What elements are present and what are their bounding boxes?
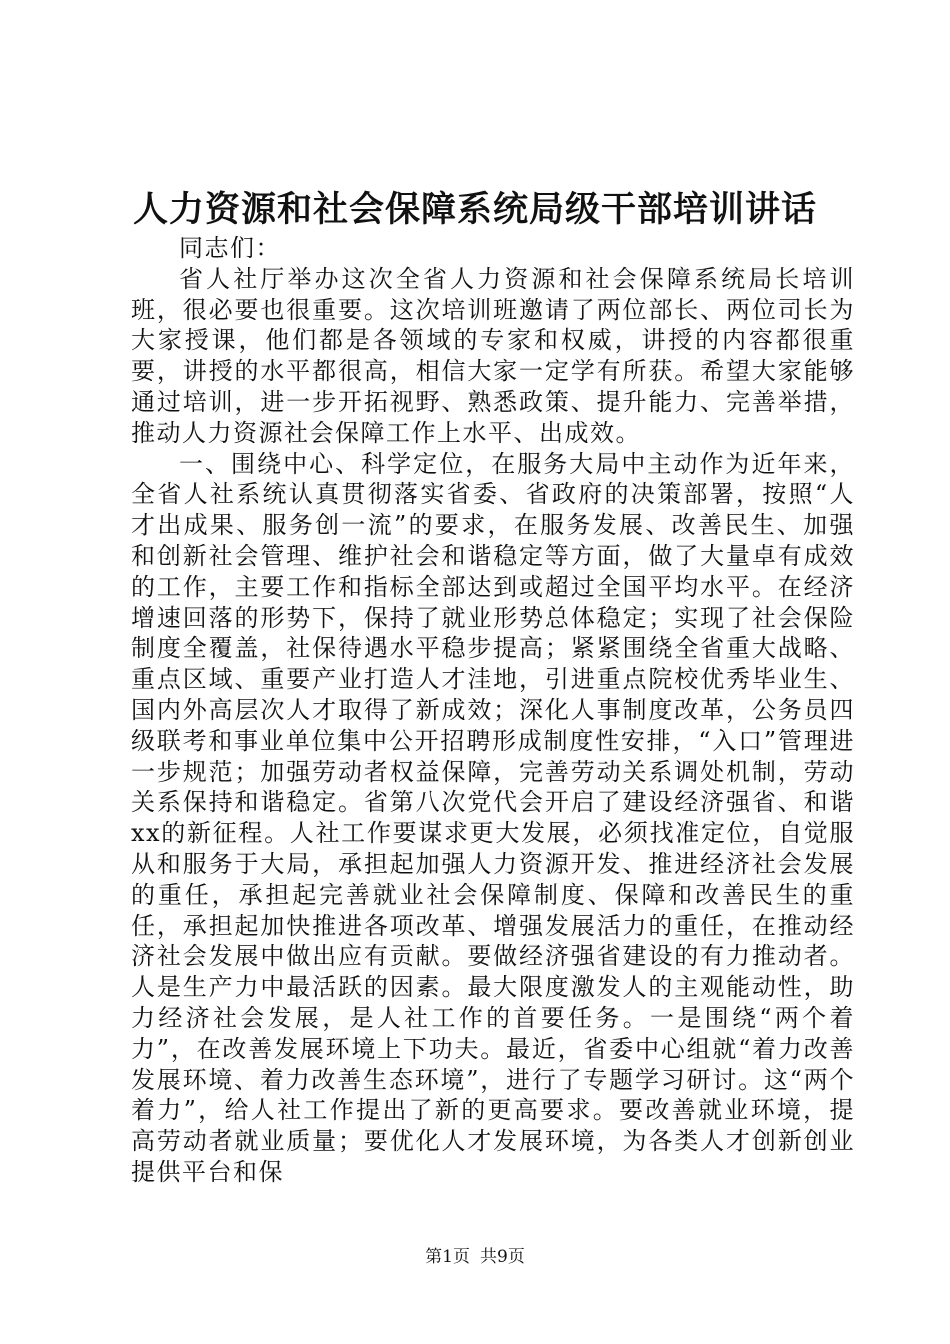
page-number: 第1页 bbox=[425, 1247, 470, 1267]
document-title: 人力资源和社会保障系统局级干部培训讲话 bbox=[132, 189, 817, 230]
salutation: 同志们： bbox=[179, 234, 281, 262]
paragraph-section-one: 一、围绕中心、科学定位，在服务大局中主动作为近年来，全省人社系统认真贯彻落实省委、省政府的决策部署，按照“人才出成果、服务创一流”的要求，在服务发展、改善民生、加强和创新社会管理、维护社会和谐稳定等方面，做了大量卓有成效的工作，主要工作和指标全部达到或超过全国平均水平。在经济增速回落的形势下，保持了就业形势总体稳定；实现了社会保险制度全覆盖，社保待遇水平稳步提高；紧紧围绕全省重大战略、重点区域、重要产业打造人才洼地，引进重点院校优秀毕业生、国内外高层次人才取得了新成效；深化人事制度改革，公务员四级联考和事业单位集中公开招聘形成制度性安排，“入口”管理进一步规范；加强劳动者权益保障，完善劳动关系调处机制，劳动关系保持和谐稳定。省第八次党代会开启了建设经济强省、和谐xx的新征程。人社工作要谋求更大发展，必须找准定位，自觉服从和服务于大局，承担起加强人力资源开发、推进经济社会发展的重任，承担起完善就业社会保障制度、保障和改善民生的重任，承担起加快推进各项改革、增强发展活力的重任，在推动经济社会发展中做出应有贡献。要做经济强省建设的有力推动者。人是生产力中最活跃的因素。最大限度激发人的主观能动性，助力经济社会发展，是人社工作的首要任务。一是围绕“两个着力”，在改善发展环境上下功夫。最近，省委中心组就“着力改善发展环境、着力改善生态环境”，进行了专题学习研讨。这“两个着力”，给人社工作提出了新的更高要求。要改善就业环境，提高劳动者就业质量；要优化人才发展环境，为各类人才创新创业提供平台和保 bbox=[131, 449, 855, 1186]
paragraph-intro: 省人社厅举办这次全省人力资源和社会保障系统局长培训班，很必要也很重要。这次培训班邀请了两位部长、两位司长为大家授课，他们都是各领域的专家和权威，讲授的内容都很重要，讲授的水平都很高，相信大家一定学有所获。希望大家能够通过培训，进一步开拓视野、熟悉政策、提升能力、完善举措，推动人力资源社会保障工作上水平、出成效。 bbox=[131, 264, 855, 447]
page-total: 共9页 bbox=[480, 1247, 525, 1267]
document-body bbox=[131, 233, 855, 1188]
page-footer bbox=[0, 1246, 950, 1268]
